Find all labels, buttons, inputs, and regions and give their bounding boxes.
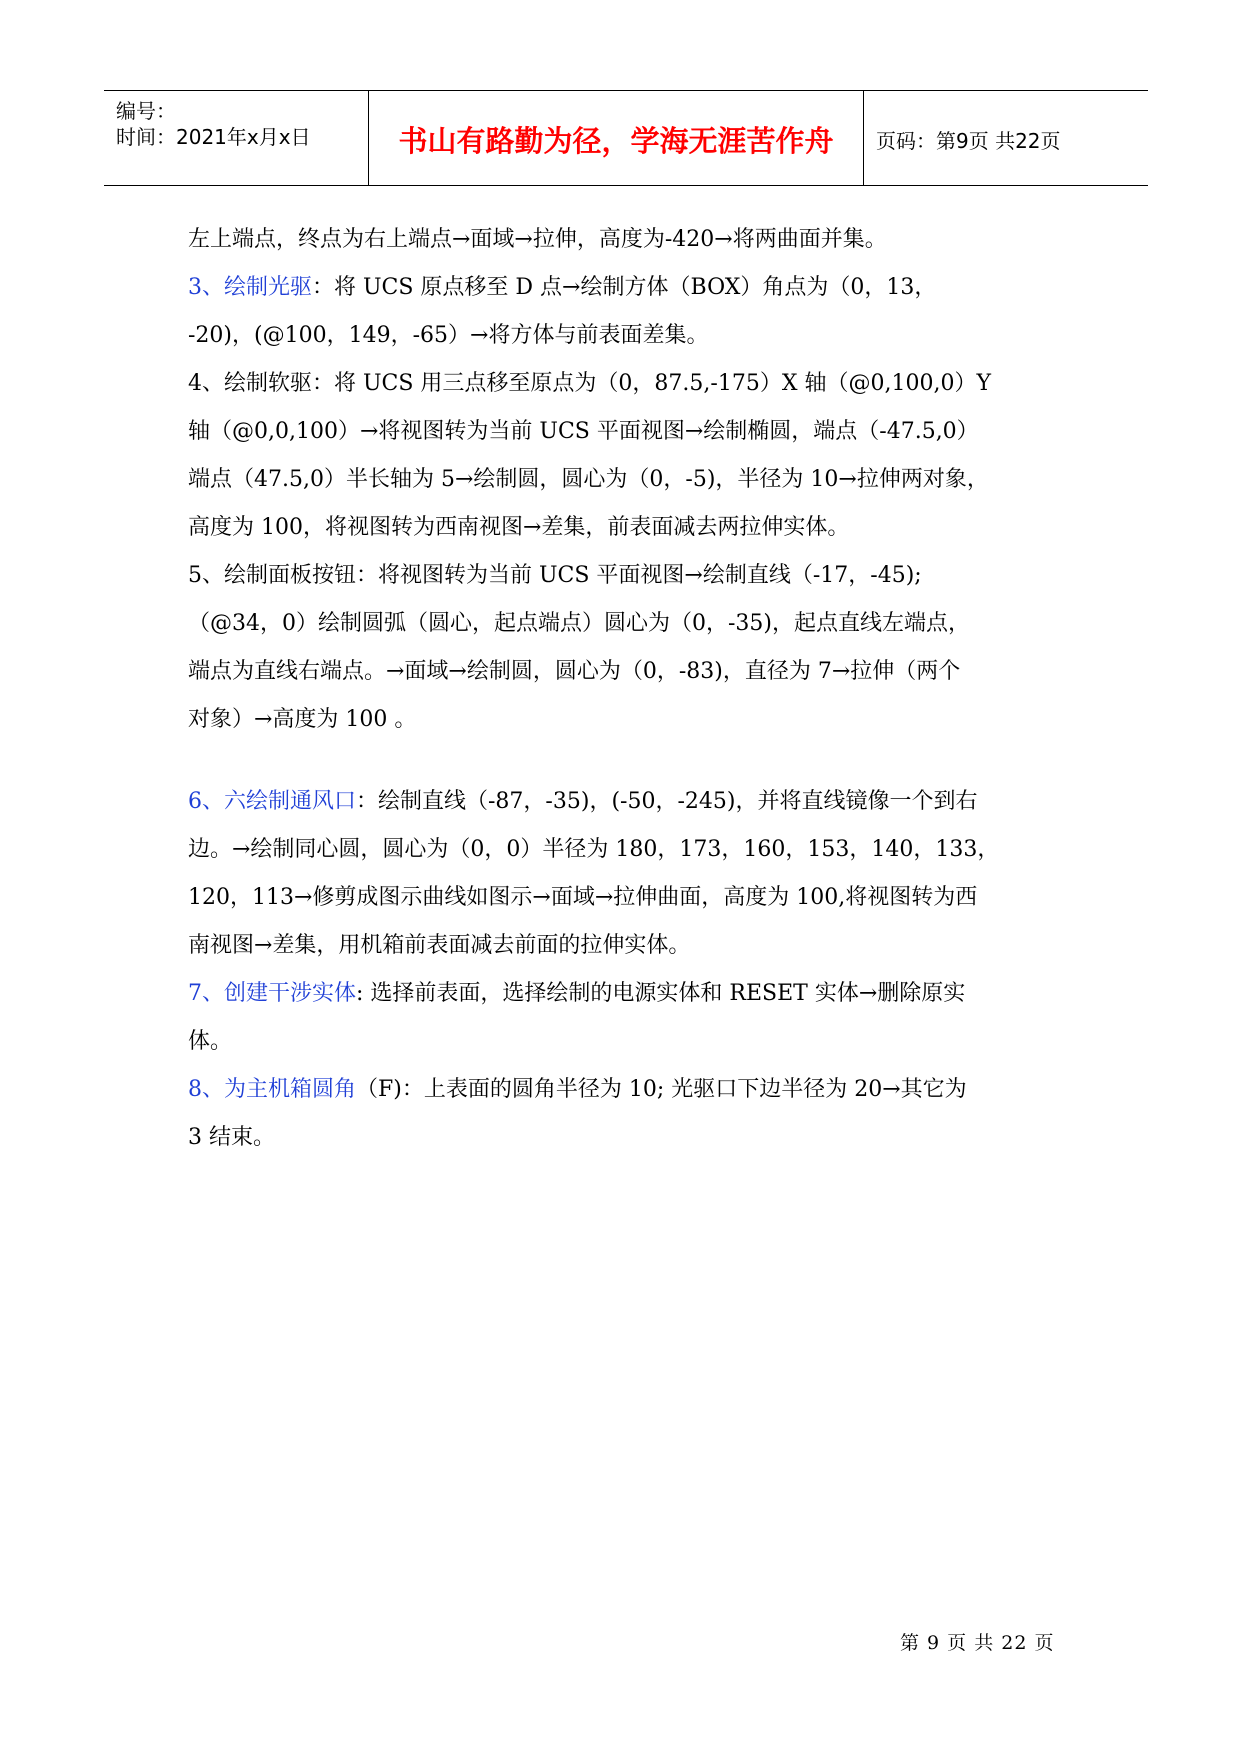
text-line: 南视图→差集，用机箱前表面减去前面的拉伸实体。 (188, 933, 691, 958)
text-line: （@34，0）绘制圆弧（圆心，起点端点）圆心为（0，-35)，起点直线左端点， (188, 611, 971, 636)
section-6-title: 6、六绘制通风口 (188, 789, 356, 814)
paragraph-gap (188, 744, 1068, 778)
text-line: 端点为直线右端点。→面域→绘制圆，圆心为（0，-83)，直径为 7→拉伸（两个 (188, 659, 961, 684)
section-3-text: ：将 UCS 原点移至 D 点→绘制方体（BOX）角点为（0，13， (312, 275, 937, 300)
text-line: -20)，(@100，149，-65）→将方体与前表面差集。 (188, 323, 709, 348)
header-table (104, 90, 1148, 186)
text-line: 5、绘制面板按钮：将视图转为当前 UCS 平面视图→绘制直线（-17，-45); (188, 563, 922, 588)
section-3-line (188, 264, 1068, 312)
section-7-text: : 选择前表面，选择绘制的电源实体和 RESET 实体→删除原实 (356, 981, 966, 1006)
text-line: 端点（47.5,0）半长轴为 5→绘制圆，圆心为（0，-5)，半径为 10→拉伸两对象， (188, 467, 989, 492)
header-info-cell (104, 91, 369, 185)
document-number-label: 编号： (116, 99, 176, 123)
section-6-line (188, 778, 1068, 826)
footer-page-number: 第 9 页 共 22 页 (900, 1632, 1055, 1654)
header-motto: 书山有路勤为径，学海无涯苦作舟 (398, 124, 834, 158)
text-line: 轴（@0,0,100）→将视图转为当前 UCS 平面视图→绘制椭圆，端点（-47.5,0） (188, 419, 979, 444)
document-body (188, 216, 1068, 1162)
text-line: 对象）→高度为 100 。 (188, 707, 417, 732)
text-line: 3 结束。 (188, 1125, 275, 1150)
text-line: 120，113→修剪成图示曲线如图示→面域→拉伸曲面，高度为 100,将视图转为西 (188, 885, 978, 910)
text-line: 4、绘制软驱：将 UCS 用三点移至原点为（0，87.5,-175）X 轴（@0,100,0）Y (188, 371, 991, 396)
section-8-line (188, 1066, 1068, 1114)
header-page-code: 页码：第9页 共22页 (876, 129, 1061, 153)
header-motto-cell (369, 91, 864, 185)
text-line: 左上端点，终点为右上端点→面域→拉伸，高度为-420→将两曲面并集。 (188, 227, 887, 252)
section-8-text: （F)：上表面的圆角半径为 10; 光驱口下边半径为 20→其它为 (356, 1077, 967, 1102)
document-time: 时间：2021年x月x日 (116, 125, 311, 149)
section-6-text: ：绘制直线（-87，-35)，(-50，-245)，并将直线镜像一个到右 (356, 789, 978, 814)
section-3-title: 3、绘制光驱 (188, 275, 312, 300)
section-8-title: 8、为主机箱圆角 (188, 1077, 356, 1102)
text-line: 体。 (188, 1029, 233, 1054)
section-7-line (188, 970, 1068, 1018)
text-line: 边。→绘制同心圆，圆心为（0，0）半径为 180，173，160，153，140，133， (188, 837, 1000, 862)
text-line: 高度为 100，将视图转为西南视图→差集，前表面减去两拉伸实体。 (188, 515, 850, 540)
header-page-cell (864, 91, 1148, 185)
section-7-title: 7、创建干涉实体 (188, 981, 356, 1006)
